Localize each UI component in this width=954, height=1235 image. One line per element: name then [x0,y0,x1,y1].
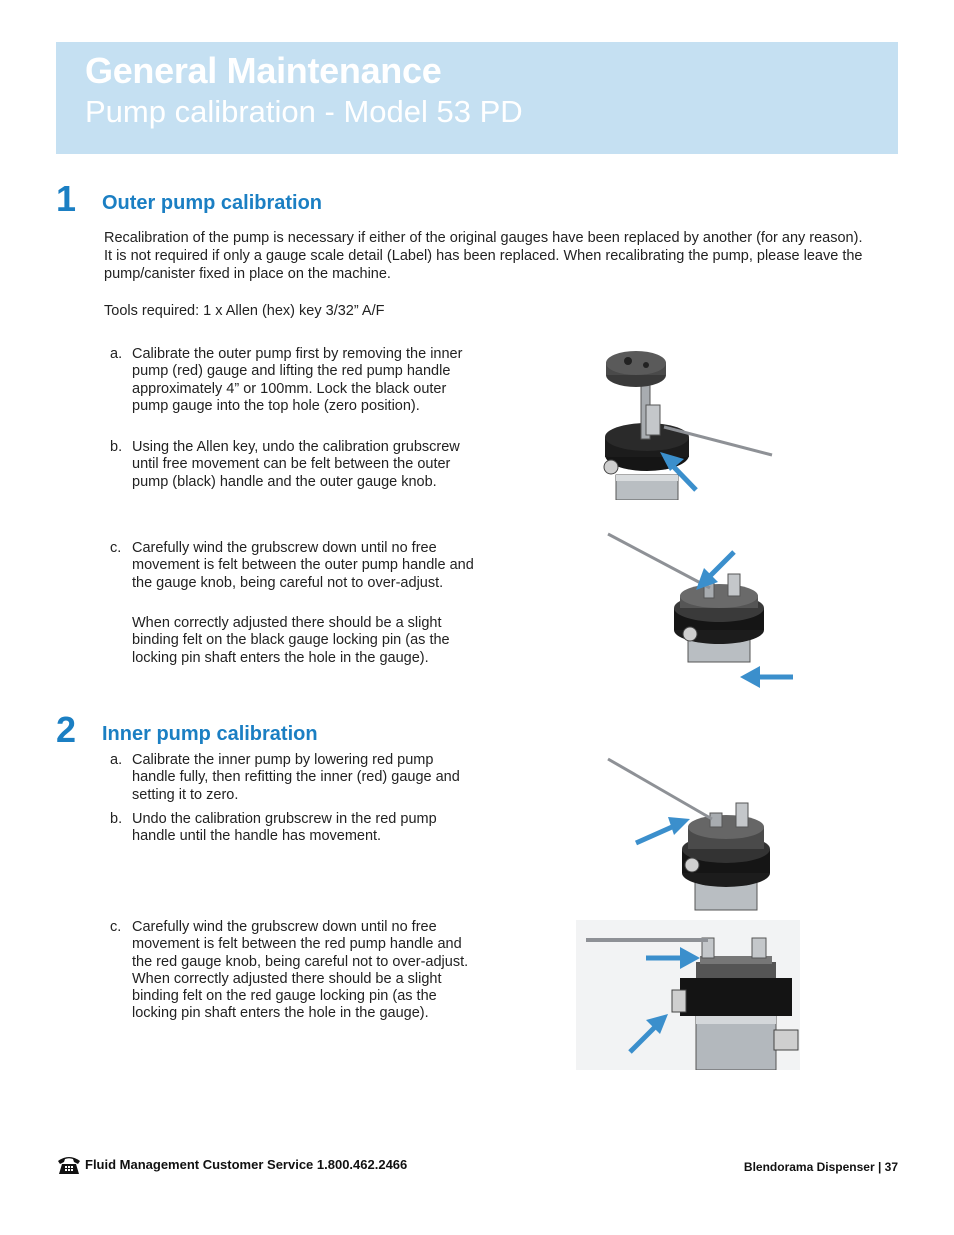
step-2a [104,752,474,804]
step-1a [104,346,474,415]
telephone-icon [56,1153,82,1175]
section-2-title: Inner pump calibration [102,723,318,745]
customer-service-text: Fluid Management Customer Service 1.800.462.2466 [85,1156,408,1172]
step-letter: b. [110,439,123,455]
page-number: Blendorama Dispenser | 37 [743,1160,898,1174]
page-subtitle: Pump calibration - Model 53 PD [85,94,523,129]
step-1b [104,439,474,491]
step-text: Calibrate the inner pump by lowering red pump handle fully, then refitting the inner (red) gauge and setting it to zero. [132,752,460,803]
step-letter: a. [110,346,123,362]
section-1-intro: Recalibration of the pump is necessary if either of the original gauges have been replaced by another (for any reason). It is not required if only a gauge scale detail (Label) has been replaced. When recalibrating the pump, please leave the pump/canister fixed in place on the machine. [104,230,863,282]
step-letter: a. [110,752,123,768]
step-letter: b. [110,811,123,827]
section-1-title: Outer pump calibration [102,192,323,214]
section-2-number: 2 [56,709,77,750]
step-text: Using the Allen key, undo the calibration grubscrew until free movement can be felt between the outer pump (black) handle and the outer gauge knob. [132,439,460,490]
step-text: Carefully wind the grubscrew down until no free movement is felt between the outer pump handle and the gauge knob, being careful not to over-adjust. [132,540,474,591]
tools-required: Tools required: 1 x Allen (hex) key 3/32” A/F [104,303,385,319]
step-letter: c. [110,540,122,556]
figure-outer-gauge-removed [580,345,780,500]
note-text: When correctly adjusted there should be a slight binding felt on the black gauge locking pin (as the locking pin shaft enters the hole in the gauge). [132,615,450,666]
section-1-number: 1 [56,178,77,219]
step-2b [104,811,474,846]
footer-customer-service [56,1153,407,1175]
step-text: Calibrate the outer pump first by removing the inner pump (red) gauge and lifting the red pump handle approximately 4” or 100mm. Lock the black outer pump gauge into the top hole (zero position). [132,346,463,414]
step-1c [104,540,474,592]
figure-inner-grubscrew-adjust [576,920,800,1070]
step-1c-note [104,615,474,667]
step-text: Carefully wind the grubscrew down until no free movement is felt between the red pump handle and the red gauge knob, being careful not to over-adjust. When correctly adjusted there should be a slight binding felt on the red gauge locking pin (as the locking pin shaft enters the hole in the gauge). [132,919,469,1022]
step-text: Undo the calibration grubscrew in the red pump handle until the handle has movement. [132,811,437,845]
figure-inner-grubscrew-undo [600,755,800,913]
step-2c [104,919,474,1023]
figure-outer-grubscrew-adjust [600,530,800,690]
step-letter: c. [110,919,122,935]
page-title: General Maintenance [85,50,442,91]
header-banner [56,42,898,154]
